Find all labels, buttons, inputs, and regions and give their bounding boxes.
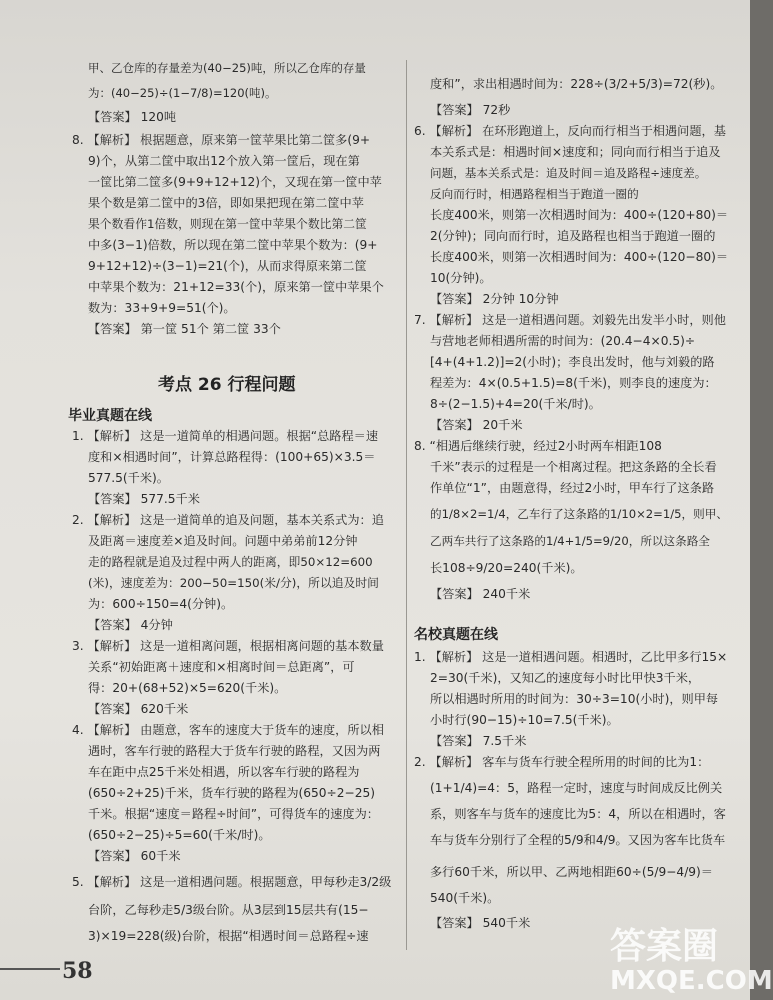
text-line: (650÷2−25)÷5=60(千米/时)。: [88, 828, 271, 842]
text-line: 8. 【解析】 根据题意，原来第一筐苹果比第二筐多(9+: [72, 133, 371, 147]
text-line: 1. 【解析】 这是一道相遇问题。相遇时，乙比甲多行15×: [414, 650, 728, 664]
text-line: 4. 【解析】 由题意，客车的速度大于货车的速度，所以相: [72, 723, 384, 737]
text-line: 10(分钟)。: [430, 271, 492, 285]
text-line: 长度400米，则第一次相遇时间为：400÷(120+80)＝: [430, 208, 729, 222]
text-line: 千米”表示的过程是一个相离过程。把这条路的全长看: [430, 460, 717, 474]
watermark: [610, 918, 773, 1000]
text-line: 长度400米，则第一次相遇时间为：400÷(120−80)＝: [430, 250, 729, 264]
text-line: 遇时，客车行驶的路程大于货车行驶的路程，又因为两: [88, 744, 381, 758]
text-block: 问题，基本关系式是：追及时间＝追及路程÷速度差。反向而行时，相遇路程相当于跑道一圈的: [430, 166, 707, 201]
text-line: 车与货车分别行了全程的5/9和4/9。又因为客车比货车: [430, 833, 726, 847]
text-line: 台阶，乙每秒走5/3级台阶。从3层到15层共有(15−: [88, 903, 369, 917]
text-line: 577.5(千米)。: [88, 471, 169, 485]
answer-line: 【答案】 20千米: [430, 418, 523, 432]
text-line: 与营地老师相遇所需的时间为：(20.4−4×0.5)÷: [430, 334, 696, 348]
text-line: 9+12+12)÷(3−1)=21(个)，从而求得原来第二筐: [88, 259, 367, 273]
answer-line: 【答案】 7.5千米: [430, 734, 527, 748]
text-line: 6. 【解析】 在环形跑道上，反向而行相当于相遇问题，基: [414, 124, 726, 138]
text-line: 2=30(千米)，又知乙的速度每小时比甲快3千米，: [430, 671, 701, 685]
text-line: 3. 【解析】 这是一道相离问题，根据相离问题的基本数量: [72, 639, 384, 653]
text-line: 小时行(90−15)÷10=7.5(千米)。: [430, 713, 619, 727]
text-line: 数为：33+9+9=51(个)。: [88, 301, 236, 315]
text-line: 走的路程就是追及过程中两人的距离，即50×12=600: [88, 555, 373, 569]
text-line: 为：(40−25)÷(1−7/8)=120(吨)。: [88, 86, 277, 100]
text-line: 关系“初始距离＋速度和×相离时间＝总距离”，可: [88, 660, 355, 674]
text-line: 系，则客车与货车的速度比为5：4，所以在相遇时，客: [430, 807, 726, 821]
text-line: 中苹果个数为：21+12=33(个)，原来第一筐中苹果个: [88, 280, 384, 294]
text-line: (1+1/4)=4：5，路程一定时，速度与时间成反比例关: [430, 781, 723, 795]
answer-line: 【答案】 620千米: [88, 702, 189, 716]
text-line: 2. 【解析】 客车与货车行驶全程所用的时间的比为1：: [414, 755, 710, 769]
answer-line: 【答案】 577.5千米: [88, 492, 200, 506]
text-line: 2. 【解析】 这是一道简单的追及问题，基本关系式为：追: [72, 513, 384, 527]
text-line: 车在距中点25千米处相遇，所以客车行驶的路程为: [88, 765, 360, 779]
left-column-lower: [72, 426, 403, 956]
text-line: 本关系式是：相遇时间×速度和；同向而行相当于追及: [430, 145, 721, 159]
text-line: 9)个，从第二筐中取出12个放入第一筐后，现在第: [88, 154, 360, 168]
text-line: 为：600÷150=4(分钟)。: [88, 597, 234, 611]
text-line: 度和×相遇时间”，计算总路程得：(100+65)×3.5＝: [88, 450, 376, 464]
text-line: 5. 【解析】 这是一道相遇问题。根据题意，甲每秒走3/2级: [72, 875, 392, 889]
text-line: 2(分钟)；同向而行时，追及路程也相当于跑道一圈的: [430, 229, 716, 243]
text-line: 所以相遇时所用的时间为：30÷3=10(小时)，则甲每: [430, 692, 719, 706]
text-line: 3)×19=228(级)台阶，根据“相遇时间＝总路程÷速: [88, 929, 369, 943]
text-line: 8÷(2−1.5)+4=20(千米/时)。: [430, 397, 601, 411]
section-heading: 毕业真题在线: [68, 408, 152, 424]
text-line: (650÷2+25)千米，货车行驶的路程为(650÷2−25): [88, 786, 375, 800]
text-line: (米)，速度差为：200−50=150(米/分)，所以追及时间: [88, 576, 379, 590]
answer-line: 【答案】 120吨: [88, 110, 177, 124]
text-line: 的1/8×2=1/4，乙车行了这条路的1/10×2=1/5，则甲、: [430, 507, 728, 521]
answer-line: 【答案】 4分钟: [88, 618, 173, 632]
text-line: 一筐比第二筐多(9+9+12+12)个，又现在第一筐中苹: [88, 175, 382, 189]
text-line: 长108÷9/20=240(千米)。: [430, 561, 583, 575]
text-line: 作单位“1”，由题意得，经过2小时，甲车行了这条路: [430, 481, 715, 495]
answer-line: 【答案】 第一筐 51个 第二筐 33个: [88, 322, 281, 336]
chapter-title: 考点 26 行程问题: [158, 375, 296, 395]
text-line: 540(千米)。: [430, 891, 500, 905]
page-number-rule: [0, 968, 60, 970]
answer-line: 【答案】 2分钟 10分钟: [430, 292, 559, 306]
right-column-lower: [414, 647, 730, 947]
answer-line: 【答案】 540千米: [430, 916, 531, 930]
text-line: 度和”，求出相遇时间为：228÷(3/2+5/3)=72(秒)。: [430, 77, 723, 91]
watermark-url: MXQE.COM: [610, 966, 773, 996]
text-line: 千米。根据“速度＝路程÷时间”，可得货车的速度为：: [88, 807, 379, 821]
section-heading: 名校真题在线: [414, 627, 498, 643]
text-line: 程差为：4×(0.5+1.5)=8(千米)，则李良的速度为：: [430, 376, 717, 390]
text-line: 8. “相遇后继续行驶，经过2小时两车相距108: [414, 439, 662, 453]
answer-line: 【答案】 72秒: [430, 103, 511, 117]
answer-line: 【答案】 240千米: [430, 587, 531, 601]
text-line: 及距离＝速度差×追及时间。问题中弟弟前12分钟: [88, 534, 358, 548]
page-number: 58: [62, 958, 93, 984]
text-line: 中多(3−1)倍数，所以现在第二筐中苹果个数为：(9+: [88, 238, 378, 252]
text-line: 多行60千米，所以甲、乙两地相距60÷(5/9−4/9)＝: [430, 865, 713, 879]
text-line: 果个数看作1倍数，则现在第一筐中苹果个数比第二筐: [88, 217, 367, 231]
text-line: 得：20+(68+52)×5=620(千米)。: [88, 681, 287, 695]
text-line: [4+(4+1.2)]=2(小时)；李良出发时，他与刘毅的路: [430, 355, 715, 369]
text-line: 乙两车共行了这条路的1/4+1/5=9/20，所以这条路全: [430, 534, 710, 548]
answer-line: 【答案】 60千米: [88, 849, 181, 863]
text-line: 7. 【解析】 这是一道相遇问题。刘毅先出发半小时，则他: [414, 313, 726, 327]
text-line: 甲、乙仓库的存量差为(40−25)吨，所以乙仓库的存量: [88, 61, 366, 75]
text-line: 果个数是第二筐中的3倍，即如果把现在第二筐中苹: [88, 196, 364, 210]
text-line: 1. 【解析】 这是一道简单的相遇问题。根据“总路程＝速: [72, 429, 379, 443]
column-divider: [406, 60, 407, 950]
watermark-logo-text: 答案圈: [610, 926, 719, 967]
